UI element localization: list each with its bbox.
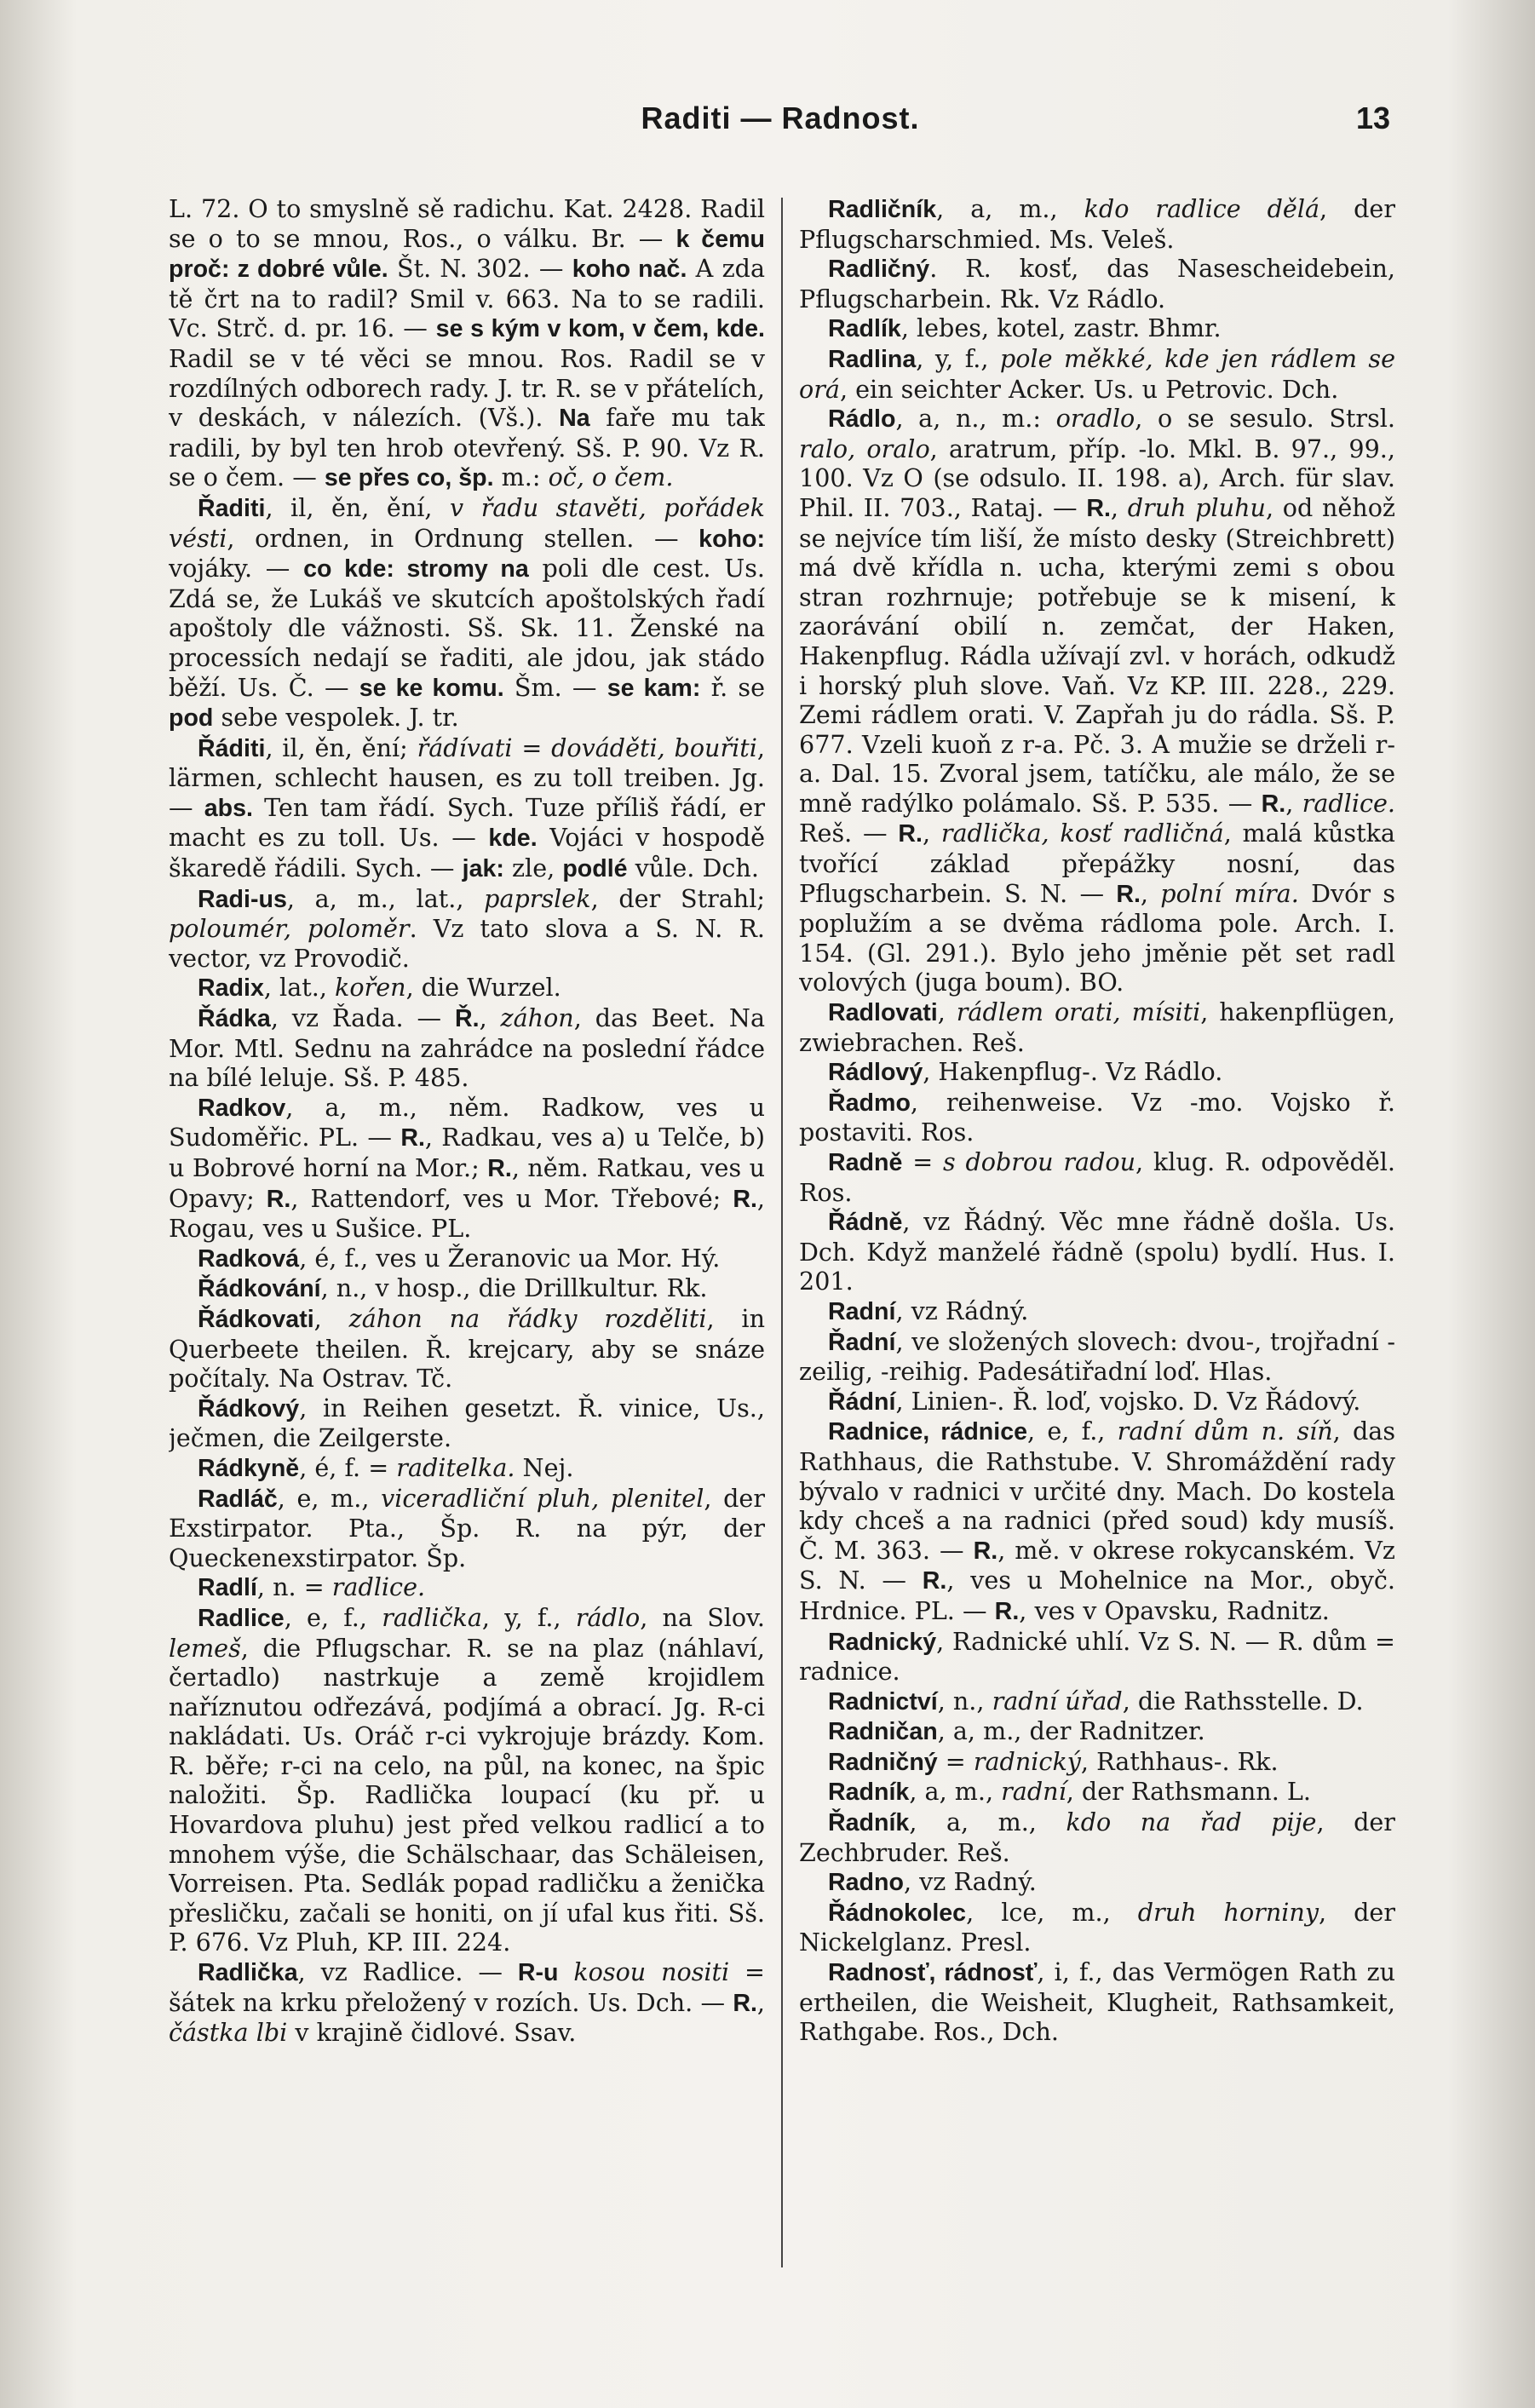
dictionary-entry: Řaditi, il, ěn, ění, v řadu stavěti, pořádek vésti, ordnen, in Ordnung stellen. — koho: vojáky. — co kde: stromy na poli dle cest. Us. Zdá se, že Lukáš ve skutcích apoštolských řadí apoštoly dle vážnosti. Sš. Sk. 11. Ženské na processích nedají se řaditi, ale jdou, jak stádo běží. Us. Č. — se ke komu. Šm. — se kam: ř. se pod sebe vespolek. J. tr. xyxy=(169,492,765,733)
dictionary-entry: Radno, vz Radný. xyxy=(828,1867,1037,1897)
dictionary-entry: Radničan, a, m., der Radnitzer. xyxy=(828,1716,1205,1746)
dictionary-entry: Radnice, rádnice, e, f., radní dům n. síň, das Rathhaus, die Rathstube. V. Shromáždění rady bývalo v radnici v určité dny. Mach. Do kostela kdy chceš a na radnici (před soud) kdy musíš. Č. M. 363. — R., mě. v okrese rokycanském. Vz S. N. — R., ves u Mohelnice na Mor., obyč. Hrdnice. PL. — R., ves v Opavsku, Radnitz. xyxy=(799,1417,1395,1625)
dictionary-entry: Řádkový, in Reihen gesetzt. Ř. vinice, Us., ječmen, die Zeilgerste. xyxy=(169,1393,765,1453)
dictionary-entry: L. 72. O to smyslně sě radichu. Kat. 2428. Radil se o to se mnou, Ros., o válku. Br. — k čemu proč: z dobré vůle. Št. N. 302. — koho nač. A zda tě črt na to radil? Smil v. 663. Na to se radili. Vc. Strč. d. pr. 16. — se s kým v kom, v čem, kde. Radil se v té věci se mnou. Ros. Radil se v rozdílných odborech rady. J. tr. R. se v přátelích, v deskách, v nálezích. (Vš.). Na faře mu tak radili, by byl ten hrob otevřený. Sš. P. 90. Vz R. se o čem. — se přes co, šp. m.: oč, o čem. xyxy=(169,194,765,492)
dictionary-entry: Řádní, Linien-. Ř. loď, vojsko. D. Vz Řádový. xyxy=(828,1386,1361,1416)
dictionary-entry: Radnictví, n., radní úřad, die Rathsstelle. D. xyxy=(828,1686,1364,1715)
dictionary-entry: Radková, é, f., ves u Žeranovic ua Mor. Hý. xyxy=(198,1243,721,1273)
dictionary-entry: Radlina, y, f., pole měkké, kde jen rádlem se orá, ein seichter Acker. Us. u Petrovic. Dch. xyxy=(799,343,1395,404)
dictionary-entry: Rádlo, a, n., m.: oradlo, o se sesulo. Strsl. ralo, oralo, aratrum, příp. -lo. Mkl. B. 97., 99., 100. Vz O (se odsulo. II. 198. a), Arch. für slav. Phil. II. 703., Rataj. — R., druh pluhu, od něhož se nejvíce tím liší, že místo desky (Streichbrett) má dvě křídla n. ucha, kterými zemi s obou stran rozhrnuje; potřebuje se k misení, k zaorávání obilí n. zemčat, der Haken, Hakenpflug. Rádla užívají zvl. v horách, odkudž i horský pluh slove. Vaň. Vz KP. III. 228., 229. Zemi rádlem orati. V. Zapřah ju do rádla. Sš. P. 677. Vzeli kuoň z r-a. Pč. 3. A mužie se drželi r-a. Dal. 15. Zvoral jsem, tatíčku, ale málo, že se mně radýlko polámalo. Sš. P. 535. — R., radlice. Reš. — R., radlička, kosť radličná, malá kůstka tvořící základ přepážky nosní, das Pflugscharbein. S. N. — R., polní míra. Dvór s poplužím a se dvěma rádloma pole. Arch. I. 154. (Gl. 291.). Bylo jeho jměnie pět set radl volových (juga boum). BO. xyxy=(799,404,1395,997)
dictionary-entry: Radlička, vz Radlice. — R-u kosou nositi = šátek na krku přeložený v rozích. Us. Dch. — R., částka lbi v krajině čidlové. Ssav. xyxy=(169,1957,765,2048)
text-columns xyxy=(169,194,1395,2290)
running-head: Raditi — Radnost. xyxy=(641,101,920,135)
dictionary-entry: Radnosť, rádnosť, i, f., das Vermögen Rath zu ertheilen, die Weisheit, Klugheit, Rathsamkeit, Rathgabe. Ros., Dch. xyxy=(799,1957,1395,2047)
dictionary-entry: Řáditi, il, ěn, ění; řádívati = dováděti, bouřiti, lärmen, schlecht hausen, es zu toll treiben. Jg. — abs. Ten tam řádí. Sych. Tuze příliš řádí, er macht es zu toll. Us. — kde. Vojáci v hospodě škaredě řádili. Sych. — jak: zle, podlé vůle. Dch. xyxy=(169,733,765,883)
dictionary-entry: Řádkovati, záhon na řádky rozděliti, in Querbeete theilen. Ř. krejcary, aby se snáze počítaly. Na Ostrav. Tč. xyxy=(169,1303,765,1394)
dictionary-entry: Radix, lat., kořen, die Wurzel. xyxy=(198,973,561,1003)
dictionary-entry: Řádka, vz Řada. — Ř., záhon, das Beet. Na Mor. Mtl. Sednu na zahrádce na poslední řádce na bílé leluje. Sš. P. 485. xyxy=(169,1003,765,1093)
left-column xyxy=(169,194,765,2290)
dictionary-entry: Radničný = radnický, Rathhaus-. Rk. xyxy=(828,1746,1279,1776)
dictionary-entry: Radlí, n. = radlice. xyxy=(198,1572,426,1602)
dictionary-entry: Radlovati, rádlem orati, mísiti, hakenpflügen, zwiebrachen. Reš. xyxy=(799,997,1395,1057)
dictionary-entry: Řádnokolec, lce, m., druh horniny, der Nickelglanz. Presl. xyxy=(799,1897,1395,1957)
dictionary-entry: Řadmo, reihenweise. Vz -mo. Vojsko ř. postaviti. Ros. xyxy=(799,1087,1395,1147)
dictionary-entry: Rádkyně, é, f. = raditelka. Nej. xyxy=(198,1452,574,1482)
dictionary-entry: Radlík, lebes, kotel, zastr. Bhmr. xyxy=(828,313,1222,343)
dictionary-entry: Radkov, a, m., něm. Radkow, ves u Sudoměřic. PL. — R., Radkau, ves a) u Telče, b) u Bobrové horní na Mor.; R., něm. Ratkau, ves u Opavy; R., Rattendorf, ves u Mor. Třebové; R., Rogau, ves u Sušice. PL. xyxy=(169,1092,765,1244)
dictionary-entry: Řádkování, n., v hosp., die Drillkultur. Rk. xyxy=(198,1273,708,1303)
dictionary-entry: Řadní, ve složených slovech: dvou-, trojřadní -zeilig, -reihig. Padesátiřadní loď. Hlas. xyxy=(799,1326,1395,1387)
dictionary-entry: Radně = s dobrou radou, klug. R. odpověděl. Ros. xyxy=(799,1147,1395,1207)
column-divider xyxy=(781,198,783,2267)
dictionary-entry: Řadník, a, m., kdo na řad pije, der Zechbruder. Reš. xyxy=(799,1807,1395,1867)
page-number: 13 xyxy=(1355,101,1390,135)
dictionary-entry: Radnický, Radnické uhlí. Vz S. N. — R. dům = radnice. xyxy=(799,1626,1395,1687)
dictionary-entry: Radník, a, m., radní, der Rathsmann. L. xyxy=(828,1777,1311,1807)
dictionary-entry: Radličný. R. kosť, das Nasescheidebein, Pflugscharbein. Rk. Vz Rádlo. xyxy=(799,254,1395,313)
dictionary-entry: Řádně, vz Řádný. Věc mne řádně došla. Us. Dch. Když manželé řádně (spolu) bydlí. Hus. I. 201. xyxy=(799,1207,1395,1296)
dictionary-entry: Radní, vz Rádný. xyxy=(828,1296,1029,1325)
right-column xyxy=(799,194,1395,2290)
dictionary-entry: Radličník, a, m., kdo radlice dělá, der Pflugscharschmied. Ms. Veleš. xyxy=(799,194,1395,254)
dictionary-entry: Radláč, e, m., viceradliční pluh, plenitel, der Exstirpator. Pta., Šp. R. na pýr, der Queckenexstirpator. Šp. xyxy=(169,1483,765,1572)
dictionary-entry: Radi-us, a, m., lat., paprslek, der Strahl; poloumér, poloměr. Vz tato slova a S. N. R. vector, vz Provodič. xyxy=(169,883,765,973)
dictionary-entry: Radlice, e, f., radlička, y, f., rádlo, na Slov. lemeš, die Pflugschar. R. se na plaz (náhlaví, čertadlo) nastrkuje a země krojidlem naříznutou odřezává, podjímá a obrací. Jg. R-ci nakládati. Us. Oráč r-ci vykrojuje brázdy. Kom. R. běře; r-ci na celo, na půl, na konec, na špic naložiti. Šp. Radlička loupací (ku př. u Hovardova pluhu) jest před velkou radlicí a to mnohem výše, die Schälschaar, das Schäleisen, Vorreisen. Pta. Sedlák popad radličku a ženička přesličku, začali se honiti, on jí ufal kus řiti. Sš. P. 676. Vz Pluh, KP. III. 224. xyxy=(169,1602,765,1957)
dictionary-entry: Rádlový, Hakenpflug-. Vz Rádlo. xyxy=(828,1057,1223,1087)
page-header xyxy=(170,101,1390,152)
